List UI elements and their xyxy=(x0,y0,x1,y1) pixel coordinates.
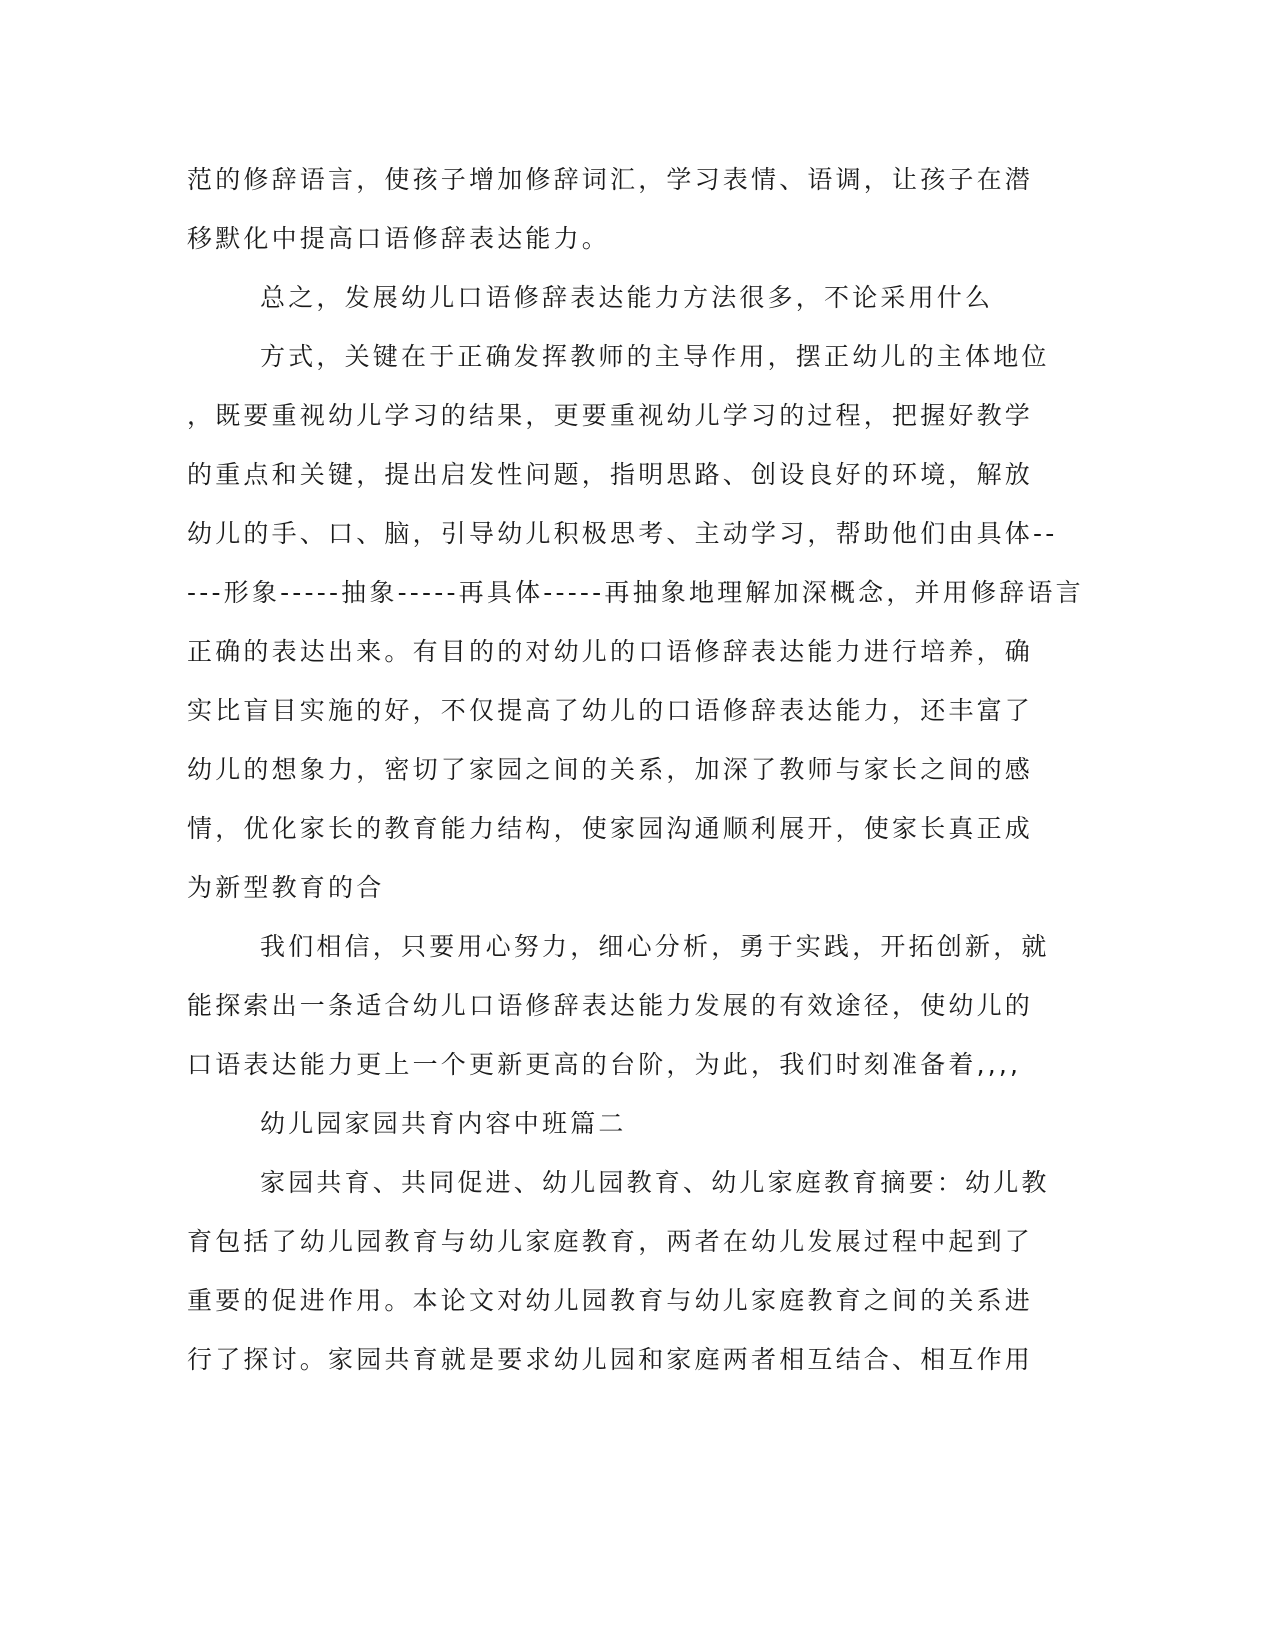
text-line-2: 移默化中提高口语修辞表达能力。 xyxy=(187,224,611,253)
text-line-21: 行了探讨。家园共育就是要求幼儿园和家庭两者相互结合、相互作用 xyxy=(187,1345,1034,1374)
text-line-4: 方式，关键在于正确发挥教师的主导作用，摆正幼儿的主体地位 xyxy=(260,342,1050,371)
text-line-19: 育包括了幼儿园教育与幼儿家庭教育，两者在幼儿发展过程中起到了 xyxy=(187,1227,1034,1256)
text-line-10: 实比盲目实施的好，不仅提高了幼儿的口语修辞表达能力，还丰富了 xyxy=(187,696,1034,725)
text-line-18: 家园共育、共同促进、幼儿园教育、幼儿家庭教育摘要：幼儿教 xyxy=(260,1168,1050,1197)
text-line-20: 重要的促进作用。本论文对幼儿园教育与幼儿家庭教育之间的关系进 xyxy=(187,1286,1034,1315)
text-line-14: 我们相信，只要用心努力，细心分析，勇于实践，开拓创新，就 xyxy=(260,932,1050,961)
text-line-1: 范的修辞语言，使孩子增加修辞词汇，学习表情、语调，让孩子在潜 xyxy=(187,165,1034,194)
text-line-3: 总之，发展幼儿口语修辞表达能力方法很多，不论采用什么 xyxy=(260,283,994,312)
text-line-16: 口语表达能力更上一个更新更高的台阶，为此，我们时刻准备着,,,, xyxy=(187,1050,1022,1079)
text-line-15: 能探索出一条适合幼儿口语修辞表达能力发展的有效途径，使幼儿的 xyxy=(187,991,1034,1020)
text-line-7: 幼儿的手、口、脑，引导幼儿积极思考、主动学习，帮助他们由具体-- xyxy=(187,519,1058,548)
text-line-8: ---形象-----抽象-----再具体-----再抽象地理解加深概念，并用修辞语言 xyxy=(187,578,1084,607)
text-line-9: 正确的表达出来。有目的的对幼儿的口语修辞表达能力进行培养，确 xyxy=(187,637,1034,666)
text-line-6: 的重点和关键，提出启发性问题，指明思路、创设良好的环境，解放 xyxy=(187,460,1034,489)
text-line-11: 幼儿的想象力，密切了家园之间的关系，加深了教师与家长之间的感 xyxy=(187,755,1034,784)
section-heading: 幼儿园家园共育内容中班篇二 xyxy=(260,1109,627,1138)
text-line-13: 为新型教育的合 xyxy=(187,873,385,902)
text-line-5: ，既要重视幼儿学习的结果，更要重视幼儿学习的过程，把握好教学 xyxy=(187,401,1034,430)
text-line-12: 情，优化家长的教育能力结构，使家园沟通顺利展开，使家长真正成 xyxy=(187,814,1034,843)
